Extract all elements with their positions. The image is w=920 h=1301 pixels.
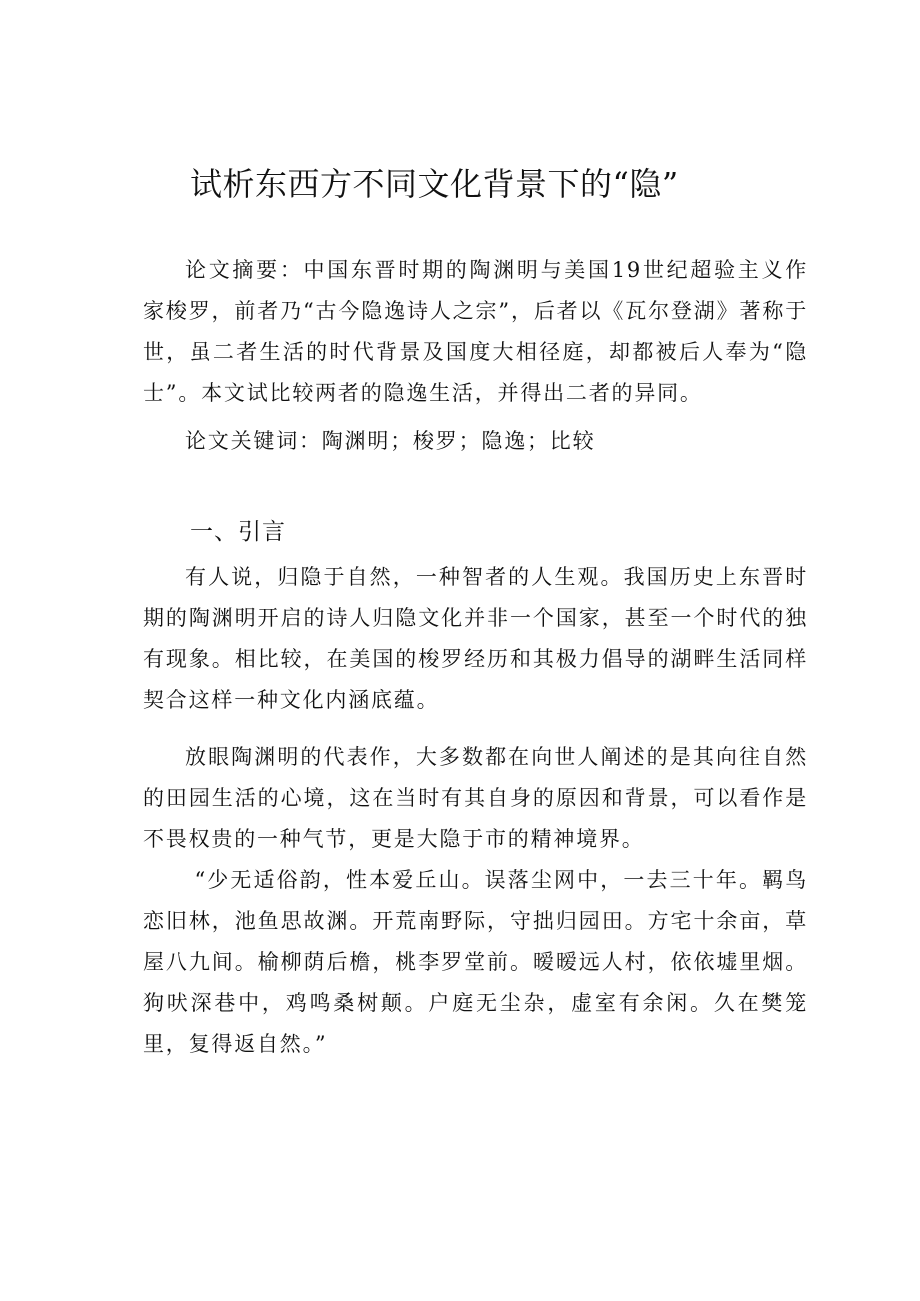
keywords-paragraph: 论文关键词：陶渊明；梭罗；隐逸；比较 bbox=[185, 429, 596, 453]
introduction-paragraph-block bbox=[143, 737, 808, 860]
keywords-block bbox=[143, 421, 808, 462]
poem-quote-block bbox=[143, 860, 808, 1065]
abstract-paragraph: 论文摘要：中国东晋时期的陶渊明与美国19世纪超验主义作家梭罗，前者乃“古今隐逸诗人之宗”，后者以《瓦尔登湖》著称于世，虽二者生活的时代背景及国度大相径庭，却都被后人奉为“隐士”。本文试比较两者的隐逸生活，并得出二者的异同。 bbox=[143, 258, 808, 405]
body-paragraph: 放眼陶渊明的代表作，大多数都在向世人阐述的是其向往自然的田园生活的心境，这在当时有其自身的原因和背景，可以看作是不畏权贵的一种气节，更是大隐于市的精神境界。 bbox=[143, 745, 808, 851]
abstract-block bbox=[143, 250, 808, 414]
document-title: 试析东西方不同文化背景下的“隐” bbox=[190, 165, 679, 203]
section-heading-introduction: 一、引言 bbox=[190, 519, 286, 545]
body-paragraph: 有人说，归隐于自然，一种智者的人生观。我国历史上东晋时期的陶渊明开启的诗人归隐文化并非一个国家，甚至一个时代的独有现象。相比较，在美国的梭罗经历和其极力倡导的湖畔生活同样契合这样一种文化内涵底蕴。 bbox=[143, 565, 808, 712]
introduction-paragraph-block bbox=[143, 557, 808, 721]
poem-quote: “少无适俗韵，性本爱丘山。误落尘网中，一去三十年。羁鸟恋旧林，池鱼思故渊。开荒南野际，守拙归园田。方宅十余亩，草屋八九间。榆柳荫后檐，桃李罗堂前。暧暧远人村，依依墟里烟。狗吠深巷中，鸡鸣桑树颠。户庭无尘杂，虚室有余闲。久在樊笼里，复得返自然。” bbox=[143, 868, 808, 1056]
